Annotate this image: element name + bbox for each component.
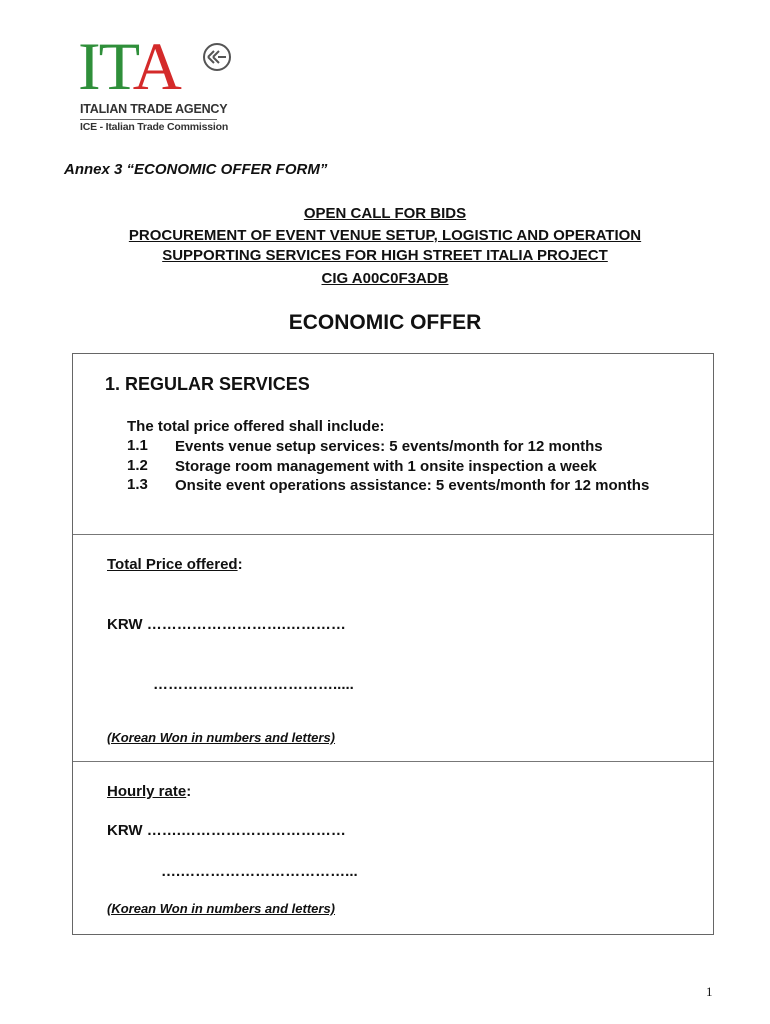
item-number: 1.2 xyxy=(127,457,148,474)
item-number: 1.1 xyxy=(127,437,148,454)
item-text: Events venue setup services: 5 events/month for 12 months xyxy=(175,438,603,455)
logo-divider xyxy=(80,119,217,120)
logo-letter-t: T xyxy=(98,28,133,104)
page-number: 1 xyxy=(706,984,713,999)
logo-emblem-icon xyxy=(202,42,232,72)
annex-title: Annex 3 “ECONOMIC OFFER FORM” xyxy=(64,161,328,178)
section-title: 1. REGULAR SERVICES xyxy=(105,374,310,394)
header-line-1: OPEN CALL FOR BIDS xyxy=(303,205,467,222)
section-divider xyxy=(73,534,713,535)
header-line-3: SUPPORTING SERVICES FOR HIGH STREET ITALIA PROJECT xyxy=(162,247,608,264)
hourly-rate-letters-field[interactable]: ….……………………………... xyxy=(161,863,358,880)
hourly-rate-label-text: Hourly rate xyxy=(107,783,187,800)
section-intro: The total price offered shall include: xyxy=(127,418,385,435)
total-price-krw-field[interactable]: KRW ……………………….………… xyxy=(107,616,346,633)
hourly-rate-note: (Korean Won in numbers and letters) xyxy=(107,901,336,916)
hourly-rate-label xyxy=(107,783,191,800)
ita-logo xyxy=(78,28,248,136)
logo-agency-text: ITALIAN TRADE AGENCY xyxy=(80,102,228,116)
section-divider xyxy=(73,761,713,762)
offer-form xyxy=(72,353,714,935)
logo-commission-text: ICE - Italian Trade Commission xyxy=(80,121,229,133)
header-line-2: PROCUREMENT OF EVENT VENUE SETUP, LOGISTIC AND OPERATION xyxy=(128,227,642,244)
item-text: Storage room management with 1 onsite inspection a week xyxy=(175,458,597,475)
logo-letter-a: A xyxy=(132,28,180,104)
main-title: ECONOMIC OFFER xyxy=(288,311,482,334)
total-price-letters-field[interactable]: ………………………………..... xyxy=(153,676,354,693)
logo-letter-i: I xyxy=(78,28,99,104)
item-number: 1.3 xyxy=(127,476,148,493)
hourly-rate-colon: : xyxy=(186,783,192,800)
logo-wordmark xyxy=(78,28,180,104)
total-price-label-text: Total Price offered xyxy=(107,556,238,573)
total-price-colon: : xyxy=(237,556,243,573)
total-price-note: (Korean Won in numbers and letters) xyxy=(107,730,336,745)
header-cig: CIG A00C0F3ADB xyxy=(321,270,449,287)
hourly-rate-krw-field[interactable]: KRW …….…………………………… xyxy=(107,822,346,839)
total-price-label xyxy=(107,556,243,573)
item-text: Onsite event operations assistance: 5 events/month for 12 months xyxy=(175,477,650,494)
